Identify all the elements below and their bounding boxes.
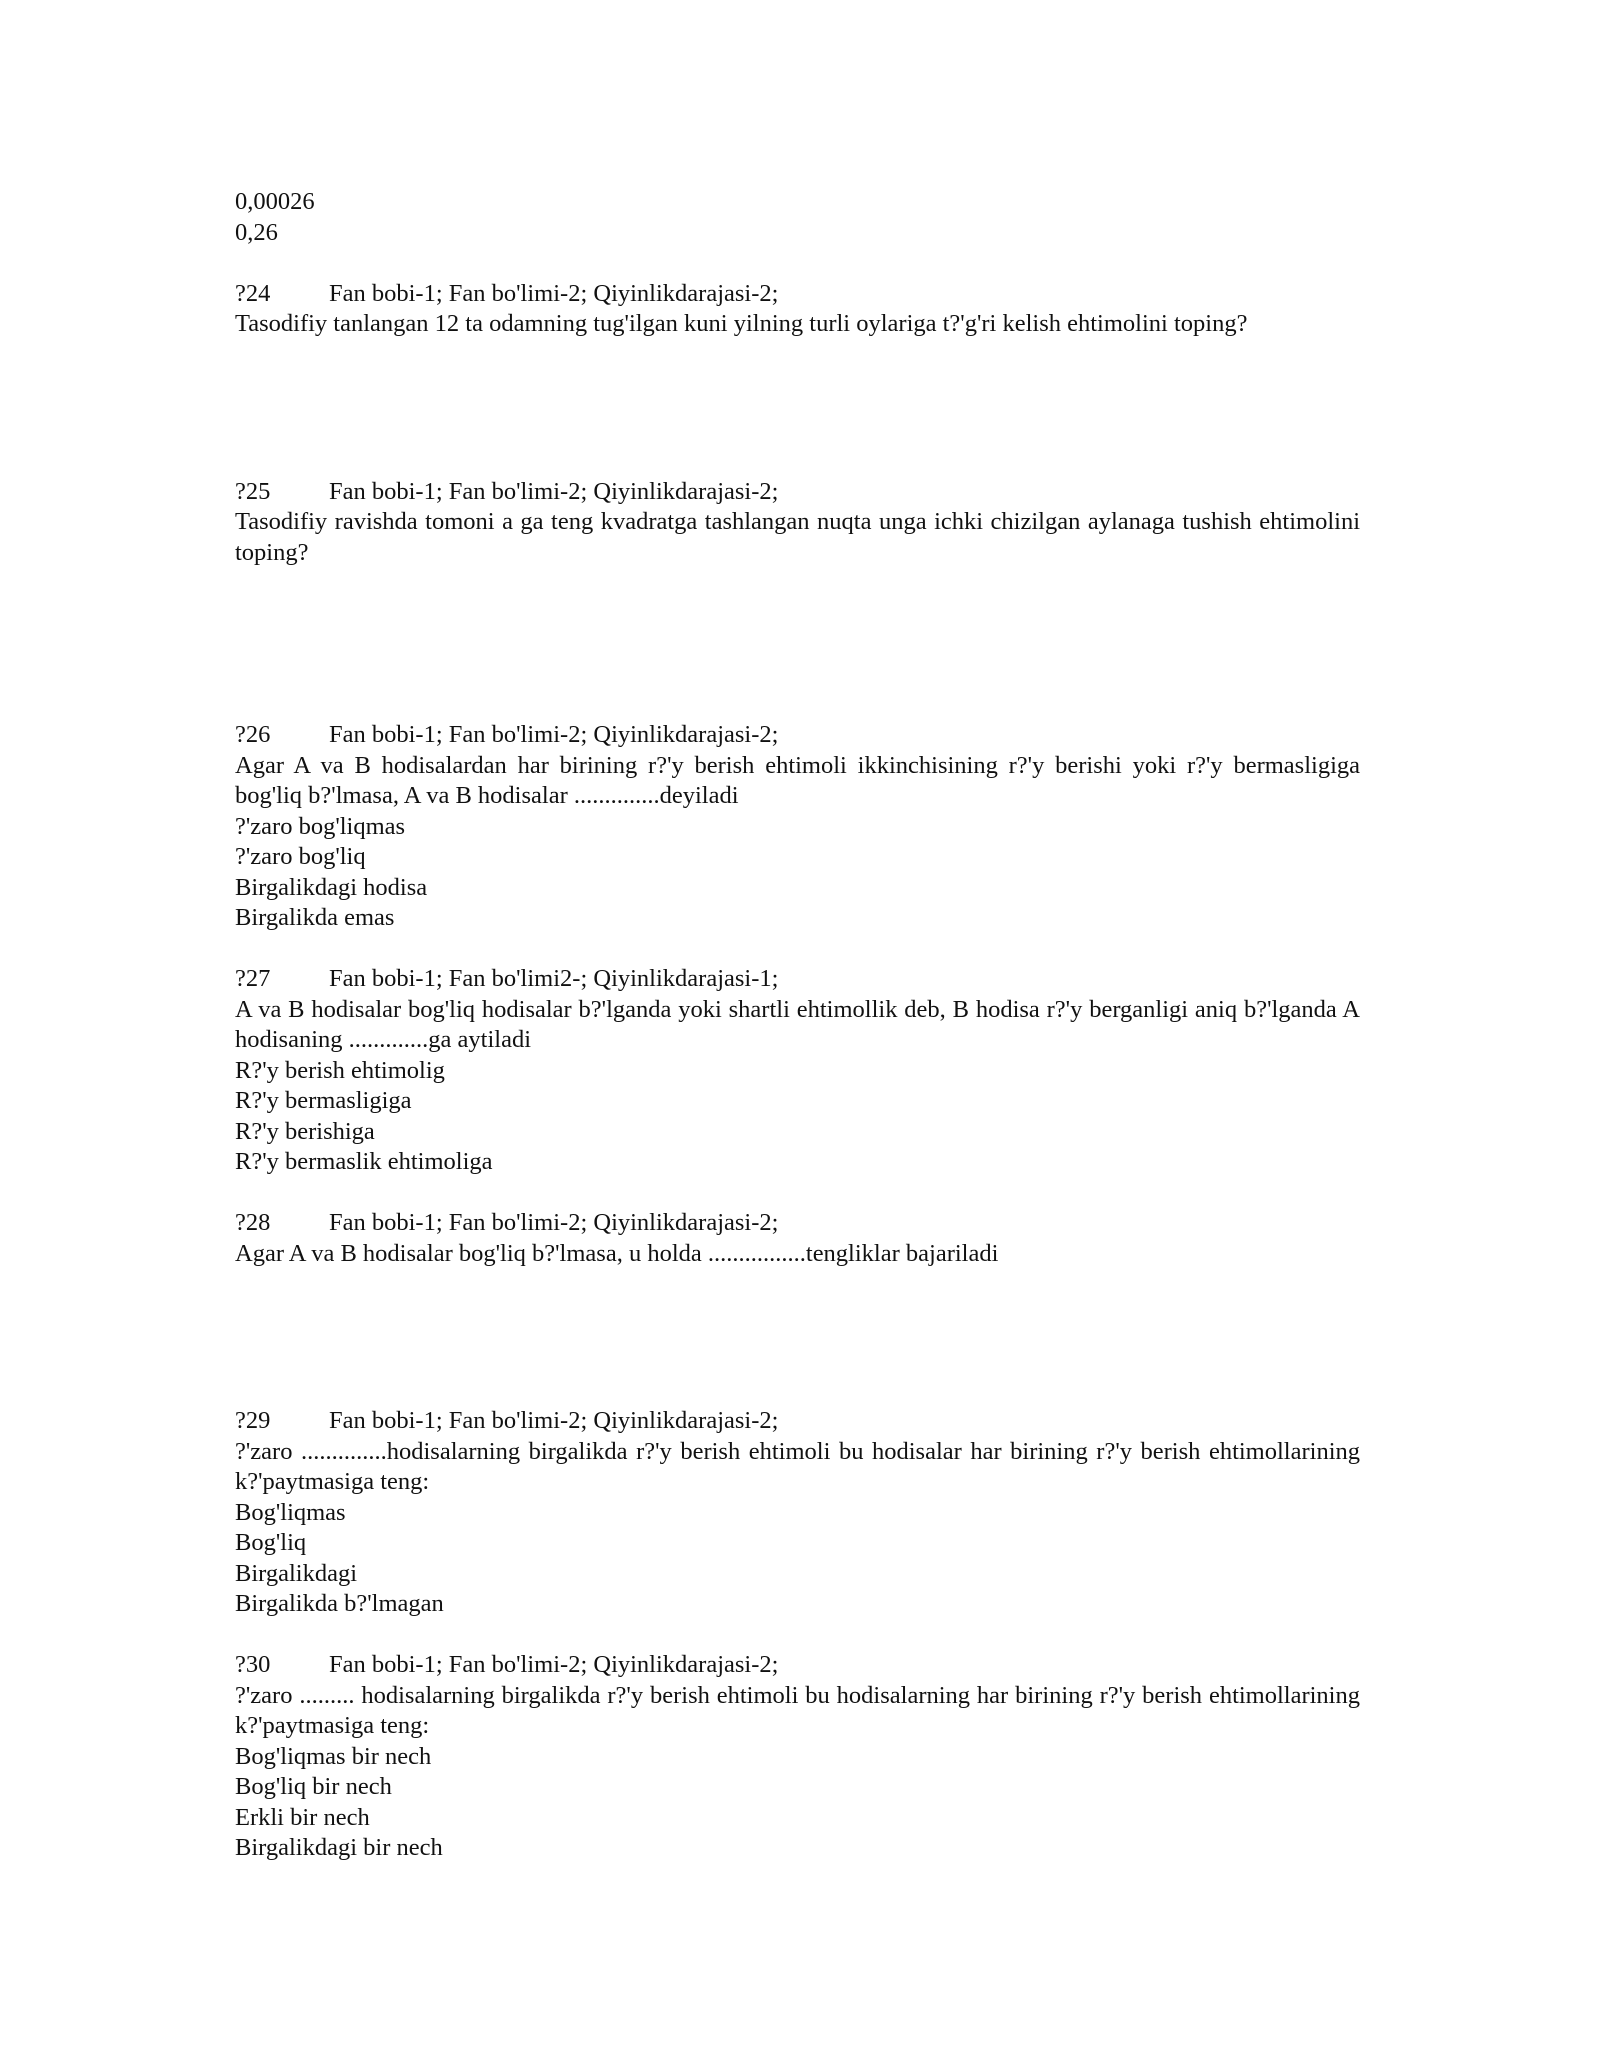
question-meta: Fan bobi-1; Fan bo'limi-2; Qiyinlikdarajasi-2;	[329, 1209, 779, 1236]
answer-option: Birgalikda emas	[235, 904, 395, 931]
spacer	[235, 340, 1360, 477]
question-header	[235, 1406, 1360, 1437]
question-header	[235, 1208, 1360, 1239]
answer-option: ?'zaro bog'liqmas	[235, 812, 406, 840]
answer-option: Bog'liqmas bir nech	[235, 1742, 432, 1770]
spacer	[235, 568, 1360, 720]
answer-option: R?'y bermasligiga	[235, 1087, 412, 1114]
answer-option: 0,00026	[235, 188, 315, 215]
answer-option: 0,26	[235, 218, 278, 246]
question-meta: Fan bobi-1; Fan bo'limi-2; Qiyinlikdarajasi-2;	[329, 1407, 779, 1434]
answer-option: Bog'liq	[235, 1529, 307, 1556]
spacer	[235, 1620, 1360, 1651]
spacer	[235, 934, 1360, 965]
answer-option: Birgalikda b?'lmagan	[235, 1590, 444, 1617]
answer-option: R?'y berishiga	[235, 1117, 375, 1145]
question-meta: Fan bobi-1; Fan bo'limi-2; Qiyinlikdarajasi-2;	[329, 1651, 779, 1678]
question-text: Tasodifiy tanlangan 12 ta odamning tug'ilgan kuni yilning turli oylariga t?'g'ri kelish ehtimolini toping?	[235, 310, 1248, 337]
answer-option: Erkli bir nech	[235, 1803, 370, 1831]
spacer	[235, 248, 1360, 279]
question-meta: Fan bobi-1; Fan bo'limi-2; Qiyinlikdarajasi-2;	[329, 721, 779, 748]
answer-option: Birgalikdagi	[235, 1559, 358, 1587]
question-text: Agar A va B hodisalardan har birining r?'y berish ehtimoli ikkinchisining r?'y berishi yoki r?'y bermasligiga bog'liq b?'lmasa, A va B hodisalar ..............deyiladi	[235, 751, 1360, 809]
answer-option: Bog'liqmas	[235, 1498, 346, 1526]
answer-option: Birgalikdagi bir nech	[235, 1834, 443, 1861]
question-text: Agar A va B hodisalar bog'liq b?'lmasa, u holda ................tengliklar bajariladi	[235, 1239, 999, 1267]
question-number: ?26	[235, 721, 271, 748]
spacer	[235, 1178, 1360, 1209]
question-text: Tasodifiy ravishda tomoni a ga teng kvadratga tashlangan nuqta unga ichki chizilgan aylanaga tushish ehtimolini toping?	[235, 508, 1360, 566]
question-header	[235, 477, 1360, 508]
answer-option: R?'y berish ehtimolig	[235, 1056, 445, 1084]
question-header	[235, 1650, 1360, 1681]
question-header	[235, 279, 1360, 310]
question-header	[235, 964, 1360, 995]
question-text: ?'zaro ......... hodisalarning birgalikda r?'y berish ehtimoli bu hodisalarning har birining r?'y berish ehtimollarining k?'paytmasiga teng:	[235, 1681, 1360, 1739]
answer-option: Bog'liq bir nech	[235, 1773, 392, 1800]
question-number: ?29	[235, 1407, 271, 1434]
question-header	[235, 720, 1360, 751]
question-text: ?'zaro ..............hodisalarning birgalikda r?'y berish ehtimoli bu hodisalar har birining r?'y berish ehtimollarining k?'paytmasiga teng:	[235, 1437, 1360, 1495]
question-number: ?28	[235, 1209, 271, 1236]
answer-option: R?'y bermaslik ehtimoliga	[235, 1148, 493, 1175]
answer-option: Birgalikdagi hodisa	[235, 873, 428, 901]
question-number: ?24	[235, 279, 271, 307]
question-text: A va B hodisalar bog'liq hodisalar b?'lganda yoki shartli ehtimollik deb, B hodisa r?'y berganligi aniq b?'lganda A hodisaning .............ga aytiladi	[235, 995, 1360, 1053]
question-meta: Fan bobi-1; Fan bo'limi-2; Qiyinlikdarajasi-2;	[329, 279, 779, 307]
question-meta: Fan bobi-1; Fan bo'limi-2; Qiyinlikdarajasi-2;	[329, 477, 779, 505]
question-number: ?25	[235, 477, 271, 505]
spacer	[235, 1269, 1360, 1406]
question-number: ?27	[235, 965, 271, 992]
question-meta: Fan bobi-1; Fan bo'limi2-; Qiyinlikdarajasi-1;	[329, 965, 779, 992]
question-number: ?30	[235, 1651, 271, 1678]
document-page	[235, 187, 1360, 1864]
answer-option: ?'zaro bog'liq	[235, 843, 366, 870]
